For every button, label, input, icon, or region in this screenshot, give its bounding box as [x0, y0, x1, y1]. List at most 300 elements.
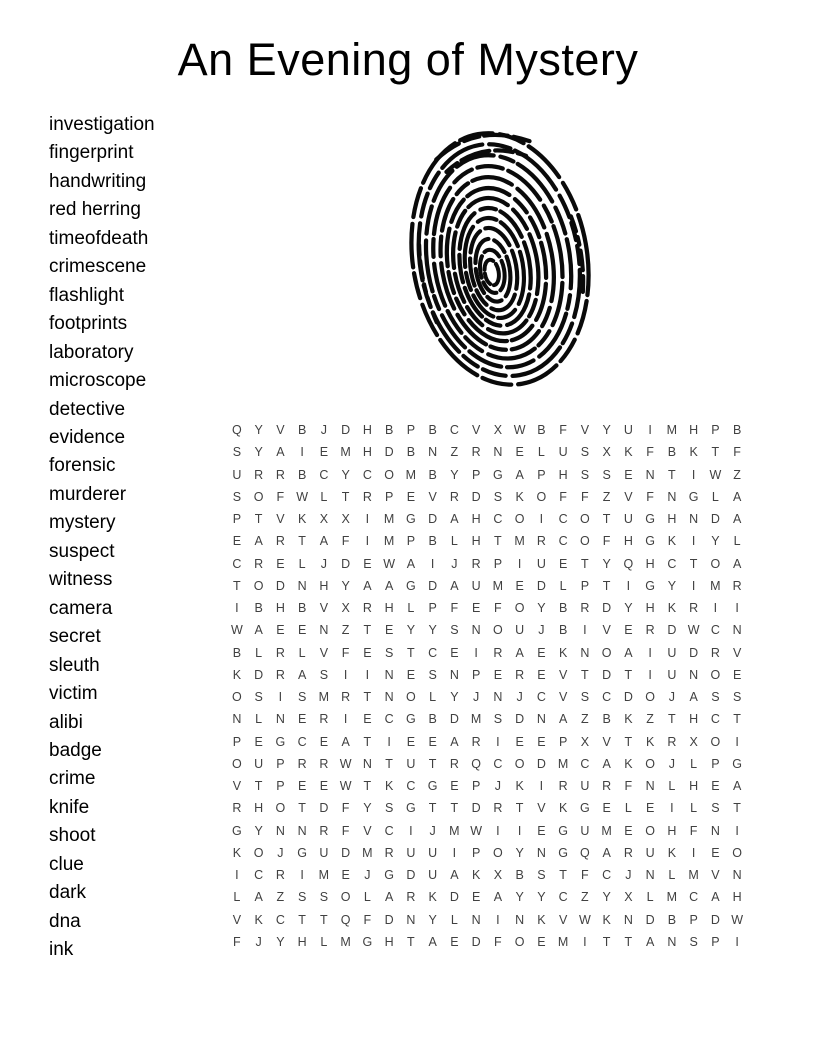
- grid-letter: E: [450, 934, 459, 949]
- grid-letter: K: [602, 912, 611, 927]
- word-list-item: crime: [49, 768, 96, 790]
- grid-letter: O: [580, 534, 590, 549]
- grid-letter: O: [493, 845, 503, 860]
- grid-letter: F: [559, 489, 567, 504]
- grid-letter: I: [539, 512, 544, 526]
- grid-letter: L: [690, 756, 698, 771]
- grid-letter: E: [537, 934, 546, 949]
- grid-letter: A: [515, 467, 524, 482]
- grid-letter: T: [602, 934, 611, 949]
- grid-letter: G: [732, 756, 742, 771]
- grid-letter: P: [276, 756, 285, 771]
- grid-letter: R: [362, 489, 372, 504]
- grid-letter: U: [254, 756, 264, 771]
- grid-letter: E: [363, 712, 372, 727]
- grid-letter: E: [558, 556, 568, 571]
- grid-letter: T: [733, 801, 741, 816]
- grid-letter: I: [300, 445, 304, 460]
- grid-letter: G: [232, 823, 242, 838]
- grid-letter: Y: [711, 534, 720, 549]
- grid-letter: R: [515, 667, 525, 682]
- grid-letter: E: [406, 734, 416, 749]
- grid-letter: O: [601, 645, 612, 660]
- grid-letter: C: [710, 712, 720, 727]
- grid-letter: R: [319, 756, 329, 771]
- grid-letter: W: [230, 623, 243, 638]
- grid-letter: P: [471, 779, 481, 793]
- grid-letter: H: [689, 779, 699, 793]
- grid-letter: T: [689, 556, 698, 571]
- grid-letter: J: [277, 845, 284, 860]
- grid-letter: R: [319, 712, 329, 727]
- grid-row: [226, 530, 748, 552]
- grid-letter: A: [450, 734, 459, 749]
- grid-letter: S: [297, 690, 307, 704]
- grid-letter: A: [276, 445, 285, 460]
- grid-letter: R: [297, 756, 307, 771]
- grid-letter: F: [581, 868, 589, 882]
- grid-letter: M: [383, 534, 395, 549]
- grid-letter: Y: [602, 890, 611, 905]
- grid-letter: P: [558, 734, 568, 749]
- grid-letter: R: [319, 823, 329, 838]
- grid-letter: O: [493, 623, 503, 638]
- grid-letter: J: [668, 690, 675, 704]
- grid-letter: F: [559, 423, 567, 437]
- grid-letter: J: [668, 756, 675, 771]
- grid-letter: R: [362, 601, 372, 615]
- grid-letter: N: [667, 934, 677, 949]
- grid-letter: V: [319, 601, 329, 615]
- grid-letter: A: [406, 556, 416, 571]
- grid-letter: H: [471, 512, 481, 526]
- grid-letter: C: [254, 868, 264, 882]
- grid-letter: H: [384, 934, 394, 949]
- grid-letter: B: [297, 601, 307, 615]
- grid-letter: X: [341, 512, 350, 526]
- grid-letter: H: [275, 601, 285, 615]
- grid-letter: T: [254, 779, 263, 793]
- grid-letter: D: [341, 845, 351, 860]
- grid-letter: T: [624, 934, 633, 949]
- grid-letter: F: [494, 934, 502, 949]
- grid-letter: R: [449, 756, 459, 771]
- grid-letter: B: [297, 423, 307, 437]
- grid-letter: E: [624, 823, 633, 838]
- grid-letter: K: [297, 512, 307, 526]
- grid-letter: I: [648, 645, 652, 660]
- grid-letter: J: [538, 623, 545, 638]
- grid-letter: S: [602, 467, 611, 482]
- grid-letter: N: [645, 467, 655, 482]
- grid-letter: R: [645, 623, 655, 638]
- grid-letter: I: [496, 734, 500, 749]
- grid-letter: W: [687, 623, 700, 638]
- grid-letter: R: [689, 601, 699, 615]
- grid-letter: K: [232, 667, 242, 682]
- grid-letter: K: [689, 445, 698, 460]
- grid-letter: I: [452, 845, 457, 860]
- grid-letter: Y: [602, 556, 611, 571]
- grid-letter: V: [428, 489, 437, 504]
- grid-letter: D: [406, 868, 416, 882]
- grid-letter: Q: [623, 556, 634, 571]
- grid-letter: O: [645, 756, 655, 771]
- grid-letter: W: [339, 756, 352, 771]
- word-list-item: suspect: [49, 540, 115, 562]
- grid-letter: N: [406, 912, 416, 927]
- grid-row: [226, 664, 748, 686]
- grid-letter: N: [232, 712, 242, 727]
- grid-letter: J: [473, 690, 480, 704]
- grid-letter: J: [625, 868, 632, 882]
- grid-letter: A: [254, 623, 263, 638]
- grid-letter: U: [428, 845, 438, 860]
- grid-letter: J: [320, 556, 327, 571]
- letter-grid: [226, 419, 748, 953]
- grid-letter: I: [735, 734, 739, 749]
- grid-letter: C: [710, 623, 720, 638]
- grid-letter: G: [645, 578, 655, 593]
- grid-letter: E: [319, 445, 329, 460]
- grid-letter: Z: [602, 489, 611, 504]
- grid-letter: H: [319, 578, 329, 593]
- grid-letter: L: [733, 534, 741, 549]
- grid-letter: V: [232, 912, 242, 927]
- grid-letter: T: [254, 512, 263, 526]
- grid-letter: B: [667, 912, 677, 927]
- grid-letter: Y: [515, 890, 524, 905]
- word-list-item: crimescene: [49, 256, 147, 278]
- grid-letter: K: [515, 779, 524, 793]
- grid-letter: E: [711, 845, 720, 860]
- grid-letter: Y: [537, 601, 546, 615]
- grid-letter: A: [732, 489, 742, 504]
- grid-letter: D: [384, 912, 394, 927]
- grid-row: [226, 731, 748, 753]
- grid-letter: M: [688, 868, 699, 882]
- grid-letter: K: [558, 645, 568, 660]
- grid-letter: C: [558, 890, 568, 905]
- grid-letter: Y: [450, 690, 459, 704]
- grid-letter: K: [537, 912, 546, 927]
- grid-letter: I: [365, 534, 370, 549]
- grid-letter: C: [602, 690, 612, 704]
- grid-letter: R: [275, 645, 285, 660]
- grid-letter: T: [320, 912, 328, 927]
- grid-letter: L: [298, 556, 306, 571]
- grid-letter: R: [580, 601, 590, 615]
- grid-letter: C: [558, 512, 568, 526]
- word-list-item: dark: [49, 882, 86, 904]
- grid-letter: R: [493, 801, 503, 816]
- grid-letter: N: [471, 623, 481, 638]
- grid-letter: O: [253, 578, 264, 593]
- grid-letter: K: [624, 756, 633, 771]
- grid-letter: P: [471, 467, 481, 482]
- grid-letter: Y: [406, 623, 416, 638]
- grid-letter: F: [646, 489, 654, 504]
- grid-letter: Y: [341, 578, 350, 593]
- grid-letter: U: [536, 556, 546, 571]
- grid-letter: N: [732, 868, 742, 882]
- grid-letter: T: [602, 578, 611, 593]
- grid-letter: R: [623, 845, 633, 860]
- grid-letter: E: [645, 801, 655, 816]
- grid-letter: N: [689, 667, 699, 682]
- grid-letter: S: [297, 890, 307, 905]
- grid-letter: P: [406, 423, 416, 437]
- grid-letter: R: [254, 467, 264, 482]
- grid-letter: I: [626, 578, 631, 593]
- grid-letter: H: [689, 423, 699, 437]
- grid-letter: C: [449, 423, 459, 437]
- grid-letter: E: [363, 645, 372, 660]
- grid-letter: O: [340, 890, 351, 905]
- grid-letter: G: [558, 823, 568, 838]
- grid-letter: M: [557, 756, 569, 771]
- grid-letter: P: [580, 578, 590, 593]
- grid-row: [226, 508, 748, 530]
- grid-letter: V: [276, 512, 285, 526]
- grid-letter: E: [732, 667, 742, 682]
- word-list-item: dna: [49, 910, 81, 932]
- grid-letter: D: [471, 489, 481, 504]
- grid-letter: U: [428, 868, 438, 882]
- word-list-item: red herring: [49, 199, 141, 221]
- grid-letter: R: [493, 645, 503, 660]
- grid-letter: M: [557, 934, 569, 949]
- grid-letter: N: [645, 868, 655, 882]
- grid-letter: N: [319, 623, 329, 638]
- grid-letter: O: [645, 823, 655, 838]
- grid-letter: T: [298, 801, 306, 816]
- grid-letter: O: [384, 467, 394, 482]
- grid-letter: K: [667, 534, 677, 549]
- grid-letter: V: [580, 423, 590, 437]
- grid-row: [226, 441, 748, 463]
- grid-letter: T: [602, 512, 611, 526]
- grid-letter: G: [406, 712, 416, 727]
- grid-letter: L: [407, 601, 415, 615]
- grid-letter: N: [297, 823, 307, 838]
- grid-letter: M: [514, 534, 525, 549]
- grid-letter: U: [667, 667, 677, 682]
- grid-letter: B: [428, 534, 437, 549]
- grid-letter: Y: [341, 467, 350, 482]
- grid-letter: X: [341, 601, 350, 615]
- grid-letter: V: [537, 801, 546, 816]
- grid-letter: I: [235, 601, 239, 615]
- grid-letter: B: [602, 712, 611, 727]
- grid-letter: C: [406, 779, 416, 793]
- grid-letter: T: [711, 445, 720, 460]
- grid-letter: N: [493, 445, 503, 460]
- grid-letter: R: [275, 667, 285, 682]
- grid-letter: P: [276, 779, 285, 793]
- grid-letter: E: [319, 734, 329, 749]
- word-list-item: flashlight: [49, 284, 124, 306]
- grid-letter: I: [691, 467, 696, 482]
- grid-letter: E: [297, 712, 307, 727]
- grid-letter: M: [318, 690, 330, 704]
- grid-letter: S: [711, 801, 720, 816]
- grid-letter: G: [406, 801, 416, 816]
- grid-letter: V: [558, 667, 568, 682]
- grid-row: [226, 775, 748, 797]
- grid-letter: T: [668, 712, 676, 727]
- grid-letter: E: [363, 556, 372, 571]
- grid-letter: D: [536, 578, 546, 593]
- grid-letter: A: [450, 578, 459, 593]
- grid-letter: M: [710, 578, 721, 593]
- grid-letter: F: [581, 489, 589, 504]
- grid-letter: D: [254, 667, 264, 682]
- grid-row: [226, 619, 748, 641]
- grid-letter: I: [430, 556, 435, 571]
- grid-letter: S: [580, 690, 590, 704]
- grid-letter: Y: [254, 423, 263, 437]
- grid-letter: H: [384, 601, 394, 615]
- grid-letter: T: [298, 912, 306, 927]
- grid-letter: U: [515, 623, 525, 638]
- grid-letter: D: [341, 556, 351, 571]
- grid-letter: N: [362, 756, 372, 771]
- word-list: [49, 111, 229, 965]
- grid-letter: L: [255, 712, 263, 727]
- grid-letter: L: [450, 912, 458, 927]
- grid-letter: F: [646, 445, 654, 460]
- grid-letter: Y: [363, 801, 372, 816]
- grid-letter: T: [581, 556, 589, 571]
- grid-letter: B: [232, 645, 242, 660]
- grid-letter: I: [691, 534, 696, 549]
- grid-letter: S: [384, 801, 394, 816]
- grid-letter: X: [493, 423, 503, 437]
- grid-letter: E: [450, 779, 459, 793]
- grid-letter: D: [536, 756, 546, 771]
- grid-letter: E: [515, 734, 524, 749]
- word-list-item: sleuth: [49, 654, 100, 676]
- grid-letter: F: [341, 823, 350, 838]
- grid-letter: G: [275, 734, 286, 749]
- grid-letter: G: [558, 845, 568, 860]
- grid-letter: D: [275, 578, 285, 593]
- grid-letter: L: [624, 801, 632, 816]
- grid-letter: K: [428, 890, 437, 905]
- grid-letter: H: [732, 890, 742, 905]
- grid-letter: U: [645, 845, 655, 860]
- grid-letter: I: [300, 868, 304, 882]
- grid-letter: S: [580, 467, 590, 482]
- grid-letter: E: [624, 623, 633, 638]
- grid-letter: U: [319, 845, 329, 860]
- grid-letter: P: [471, 845, 481, 860]
- grid-letter: L: [233, 890, 241, 905]
- grid-letter: L: [668, 868, 676, 882]
- grid-letter: S: [319, 667, 329, 682]
- grid-letter: H: [254, 801, 264, 816]
- grid-letter: D: [449, 712, 459, 727]
- grid-letter: A: [450, 868, 459, 882]
- grid-letter: M: [383, 512, 395, 526]
- grid-letter: I: [365, 667, 370, 682]
- grid-letter: V: [624, 489, 633, 504]
- grid-letter: V: [558, 912, 568, 927]
- grid-letter: E: [515, 578, 524, 593]
- grid-row: [226, 553, 748, 575]
- grid-letter: D: [384, 445, 394, 460]
- grid-letter: V: [602, 734, 611, 749]
- grid-letter: B: [667, 445, 677, 460]
- grid-letter: R: [667, 734, 677, 749]
- grid-letter: M: [601, 823, 612, 838]
- grid-letter: V: [471, 423, 481, 437]
- grid-row: [226, 464, 748, 486]
- grid-letter: H: [623, 534, 633, 549]
- grid-letter: A: [341, 734, 350, 749]
- grid-letter: E: [711, 779, 720, 793]
- grid-letter: Z: [733, 467, 741, 482]
- grid-letter: W: [731, 912, 744, 927]
- grid-letter: C: [536, 690, 546, 704]
- word-list-item: knife: [49, 796, 90, 818]
- grid-letter: X: [689, 734, 698, 749]
- grid-letter: Y: [254, 445, 263, 460]
- word-list-item: murderer: [49, 483, 127, 505]
- grid-letter: N: [536, 845, 546, 860]
- grid-row: [226, 797, 748, 819]
- grid-letter: D: [602, 667, 612, 682]
- grid-letter: F: [233, 934, 241, 949]
- grid-row: [226, 820, 748, 842]
- grid-letter: A: [428, 934, 437, 949]
- grid-letter: U: [667, 645, 677, 660]
- grid-letter: P: [428, 601, 437, 615]
- grid-row: [226, 708, 748, 730]
- grid-letter: E: [276, 556, 285, 571]
- grid-letter: O: [514, 512, 525, 526]
- word-list-item: mystery: [49, 512, 116, 534]
- grid-letter: K: [254, 912, 263, 927]
- grid-letter: F: [494, 601, 502, 615]
- grid-letter: Y: [515, 845, 524, 860]
- grid-letter: Y: [428, 623, 437, 638]
- grid-letter: I: [648, 423, 652, 437]
- grid-letter: A: [602, 845, 611, 860]
- grid-letter: H: [645, 556, 655, 571]
- grid-letter: I: [343, 712, 348, 727]
- grid-letter: I: [409, 823, 413, 838]
- grid-row: [226, 597, 748, 619]
- grid-letter: Z: [646, 712, 654, 727]
- grid-letter: F: [733, 445, 741, 460]
- grid-letter: C: [384, 712, 394, 727]
- grid-letter: E: [276, 623, 285, 638]
- grid-letter: C: [232, 556, 242, 571]
- grid-letter: I: [387, 734, 391, 749]
- grid-letter: S: [537, 868, 546, 882]
- grid-letter: W: [383, 556, 396, 571]
- grid-letter: K: [645, 734, 655, 749]
- grid-letter: B: [558, 623, 568, 638]
- grid-row: [226, 642, 748, 664]
- grid-letter: A: [363, 578, 372, 593]
- grid-letter: T: [363, 779, 372, 793]
- grid-letter: L: [320, 489, 328, 504]
- grid-letter: Z: [450, 445, 459, 460]
- grid-letter: H: [689, 712, 699, 727]
